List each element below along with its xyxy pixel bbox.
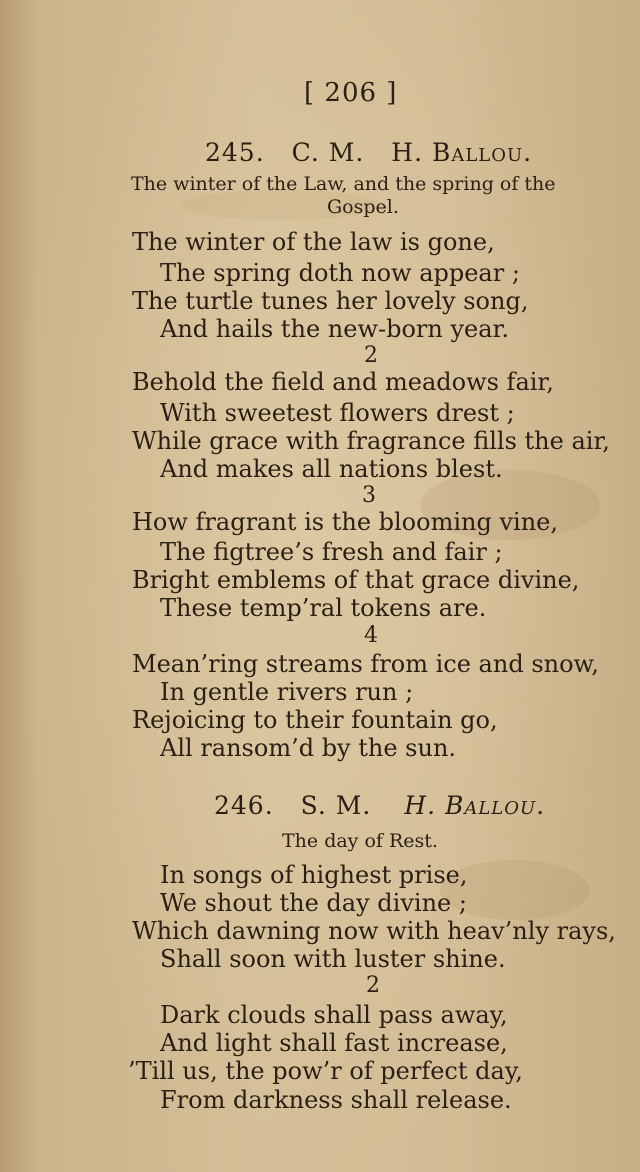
- verse-line: With sweetest flowers drest ;: [160, 399, 515, 427]
- hymn-author: H. Ballou.: [404, 791, 546, 820]
- page-number-header: [ 206 ]: [304, 78, 398, 108]
- verse-line: These temp’ral tokens are.: [160, 594, 487, 622]
- verse-line: Mean’ring streams from ice and snow,: [132, 650, 599, 678]
- hymn-number: 246.: [214, 791, 274, 820]
- verse-line: And hails the new-born year.: [160, 315, 509, 343]
- hymn-meter: C. M.: [291, 138, 365, 167]
- stanza-number: 2: [366, 973, 380, 998]
- hymn-title: The winter of the Law, and the spring of the: [131, 173, 556, 195]
- verse-line: How fragrant is the blooming vine,: [132, 508, 558, 536]
- verse-line: We shout the day divine ;: [160, 889, 467, 917]
- stanza-number: 3: [362, 483, 376, 508]
- verse-line: And makes all nations blest.: [160, 455, 503, 483]
- verse-line: While grace with fragrance fills the air,: [132, 427, 610, 455]
- verse-line: In gentle rivers run ;: [160, 678, 414, 706]
- verse-line: Shall soon with luster shine.: [160, 945, 506, 973]
- verse-line: Behold the field and meadows fair,: [132, 368, 554, 396]
- hymn-title: The day of Rest.: [282, 830, 438, 852]
- verse-line: All ransom’d by the sun.: [160, 734, 457, 762]
- verse-line: From darkness shall release.: [160, 1086, 512, 1114]
- verse-line: Which dawning now with heav’nly rays,: [132, 917, 616, 945]
- verse-line: And light shall fast increase,: [160, 1029, 508, 1057]
- verse-line: ’Till us, the pow’r of perfect day,: [128, 1057, 523, 1085]
- stanza-number: 4: [364, 623, 378, 648]
- verse-line: The spring doth now appear ;: [160, 259, 520, 287]
- hymn-number: 245.: [205, 138, 265, 167]
- verse-line: The figtree’s fresh and fair ;: [160, 538, 503, 566]
- verse-line: Rejoicing to their fountain go,: [132, 706, 498, 734]
- hymn-meter: S. M.: [300, 791, 372, 820]
- hymn-author: H. Ballou.: [391, 138, 533, 167]
- verse-line: Bright emblems of that grace divine,: [132, 566, 580, 594]
- verse-line: In songs of highest prise,: [160, 861, 468, 889]
- hymn-245-heading: [205, 140, 532, 165]
- stanza-number: 2: [364, 343, 378, 368]
- verse-line: The turtle tunes her lovely song,: [132, 287, 529, 315]
- verse-line: Dark clouds shall pass away,: [160, 1001, 508, 1029]
- hymn-246-heading: [214, 793, 545, 818]
- verse-line: The winter of the law is gone,: [132, 228, 495, 256]
- hymn-title-continued: Gospel.: [327, 196, 399, 218]
